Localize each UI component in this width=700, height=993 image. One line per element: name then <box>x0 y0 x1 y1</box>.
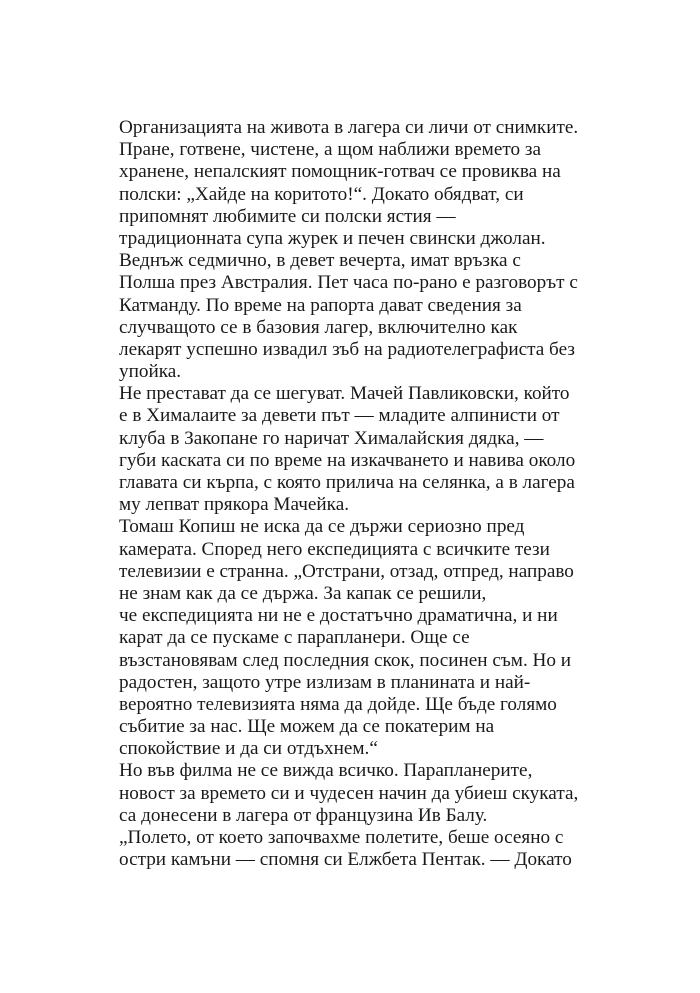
text-line: Веднъж седмично, в девет вечерта, имат връзка с <box>119 250 521 272</box>
text-line: случващото се в базовия лагер, включително как <box>119 316 518 338</box>
text-line: Полша през Австралия. Пет часа по-рано е разговорът с <box>119 272 578 294</box>
text-line: главата си кърпа, с която прилича на селянка, а в лагера <box>119 472 575 493</box>
text-line: Томаш Копиш не иска да се държи сериозно пред <box>119 516 525 538</box>
text-line: е в Хималаите за девети път — младите алпинисти от <box>119 405 560 427</box>
text-line: телевизии е странна. „Отстрани, отзад, отпред, направо <box>119 560 574 582</box>
text-line: клуба в Закопане го наричат Хималайския дядка, — <box>119 427 544 449</box>
text-line: Не престават да се шегуват. Мачей Павликовски, който <box>119 383 570 405</box>
text-line: „Полето, от което започвахме полетите, беше осеяно с <box>119 827 564 848</box>
text-line: вероятно телевизията няма да дойде. Ще бъде голямо <box>119 693 557 715</box>
text-line: събитие за нас. Ще можем да се покатерим на <box>119 716 495 738</box>
text-line: традиционната супа журек и печен свински джолан. <box>119 227 546 249</box>
text-line: лекарят успешно извадил зъб на радиотелеграфиста без <box>119 338 575 360</box>
text-line: Катманду. По време на рапорта дават сведения за <box>119 294 522 316</box>
text-line: камерата. Според него експедицията с всичките тези <box>119 538 550 560</box>
text-line: припомнят любимите си полски ястия — <box>119 205 456 227</box>
text-line: полски: „Хайде на коритото!“. Докато обядват, си <box>119 183 524 205</box>
text-line: Но във филма не се вижда всичко. Парапланерите, <box>119 760 533 782</box>
text-line: Пране, готвене, чистене, а щом наближи времето за <box>119 139 541 161</box>
text-line: не знам как да се държа. За капак се решили, <box>119 582 487 604</box>
text-line: новост за времето си и чудесен начин да убиеш скуката, <box>119 782 579 804</box>
text-line: възстановявам след последния скок, посинен съм. Но и <box>119 649 572 671</box>
text-line: му лепват прякора Мачейка. <box>119 494 350 516</box>
text-line: са донесени в лагера от французина Ив Балу. <box>119 804 488 826</box>
text-line: че експедицията ни не е достатъчно драматична, и ни <box>119 605 558 627</box>
text-line: хранене, непалският помощник-готвач се провиква на <box>119 161 561 183</box>
text-line: остри камъни — спомня си Елжбета Пентак. — Докато <box>119 849 572 871</box>
text-line: радостен, защото утре излизам в планината и най- <box>119 671 531 693</box>
body-text <box>119 117 589 871</box>
text-line: упойка. <box>119 361 182 383</box>
text-line: губи каската си по време на изкачването и навива около <box>119 449 576 471</box>
text-line: Организацията на живота в лагера си личи от снимките. <box>119 117 579 138</box>
text-line: карат да се пускаме с парапланери. Още се <box>119 627 470 649</box>
text-line: спокойствие и да си отдъхнем.“ <box>119 738 378 760</box>
